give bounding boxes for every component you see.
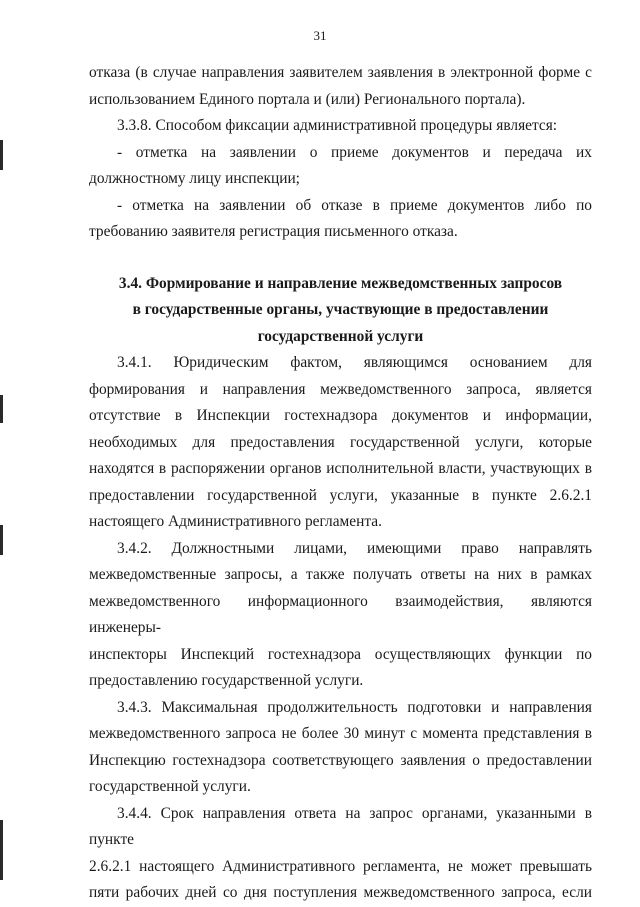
text-line: межведомственного информационного взаимодействия, являются инженеры- bbox=[89, 592, 592, 636]
text-line: 3.3.8. Способом фиксации административной процедуры является: bbox=[117, 117, 558, 134]
text-line: отказа (в случае направления заявителем заявления в электронной форме с bbox=[89, 64, 592, 81]
page-number: 31 bbox=[313, 28, 327, 43]
text-line: 3.4.2. Должностными лицами, имеющими право направлять bbox=[117, 539, 592, 557]
text-line: требованию заявителя регистрация письменного отказа. bbox=[89, 223, 458, 240]
scan-edge-mark bbox=[0, 820, 3, 880]
scan-edge-mark bbox=[0, 140, 3, 170]
text-line: должностному лицу инспекции; bbox=[89, 170, 300, 187]
text-line: предоставлению государственной услуги. bbox=[89, 672, 364, 689]
heading-line: в государственные органы, участвующие в предоставлении bbox=[132, 301, 549, 318]
heading-line: государственной услуги bbox=[257, 327, 424, 345]
paragraph bbox=[89, 695, 592, 801]
text-line: 2.6.2.1 настоящего Административного регламента, не может превышать bbox=[89, 857, 592, 875]
text-line: предоставлении государственной услуги, указанные в пункте 2.6.2.1 bbox=[89, 486, 592, 504]
paragraph bbox=[89, 801, 592, 907]
text-line: 3.4.4. Срок направления ответа на запрос органами, указанными в пункте bbox=[89, 804, 592, 848]
text-line: формирования и направления межведомственного запроса, является bbox=[89, 380, 592, 398]
text-line: использованием Единого портала и (или) Регионального портала). bbox=[89, 90, 526, 108]
text-line: Инспекцию гостехнадзора соответствующего заявления о предоставлении bbox=[89, 751, 592, 769]
text-line: межведомственного запроса не более 30 минут с момента представления в bbox=[89, 725, 592, 742]
paragraph bbox=[89, 60, 592, 113]
text-line: инспекторы Инспекций гостехнадзора осуществляющих функции по bbox=[89, 645, 592, 663]
text-line: 3.4.3. Максимальная продолжительность подготовки и направления bbox=[117, 698, 592, 716]
document-body bbox=[89, 60, 592, 907]
text-line: 3.4.1. Юридическим фактом, являющимся основанием для bbox=[117, 354, 592, 371]
scan-edge-mark bbox=[0, 395, 3, 423]
text-line: пяти рабочих дней со дня поступления межведомственного запроса, если bbox=[89, 884, 592, 901]
text-line: настоящего Административного регламента. bbox=[89, 513, 382, 530]
text-line: государственной услуги. bbox=[89, 778, 251, 795]
scan-edge-mark bbox=[0, 525, 3, 555]
paragraph bbox=[89, 536, 592, 695]
paragraph bbox=[89, 350, 592, 536]
paragraph bbox=[89, 113, 592, 140]
text-line: - отметка на заявлении об отказе в приеме документов либо по bbox=[117, 196, 592, 214]
text-line: межведомственные запросы, а также получать ответы на них в рамках bbox=[89, 566, 592, 583]
text-line: необходимых для предоставления государственной услуги, которые bbox=[89, 433, 592, 451]
paragraph bbox=[89, 140, 592, 193]
text-line: - отметка на заявлении о приеме документов и передача их bbox=[117, 143, 592, 161]
text-line: находятся в распоряжении органов исполнительной власти, участвующих в bbox=[89, 460, 592, 477]
section-spacer bbox=[89, 246, 592, 271]
paragraph bbox=[89, 193, 592, 246]
text-line: отсутствие в Инспекции гостехнадзора документов и информации, bbox=[89, 407, 592, 424]
section-heading bbox=[89, 271, 592, 351]
heading-line: 3.4. Формирование и направление межведомственных запросов bbox=[118, 274, 563, 292]
